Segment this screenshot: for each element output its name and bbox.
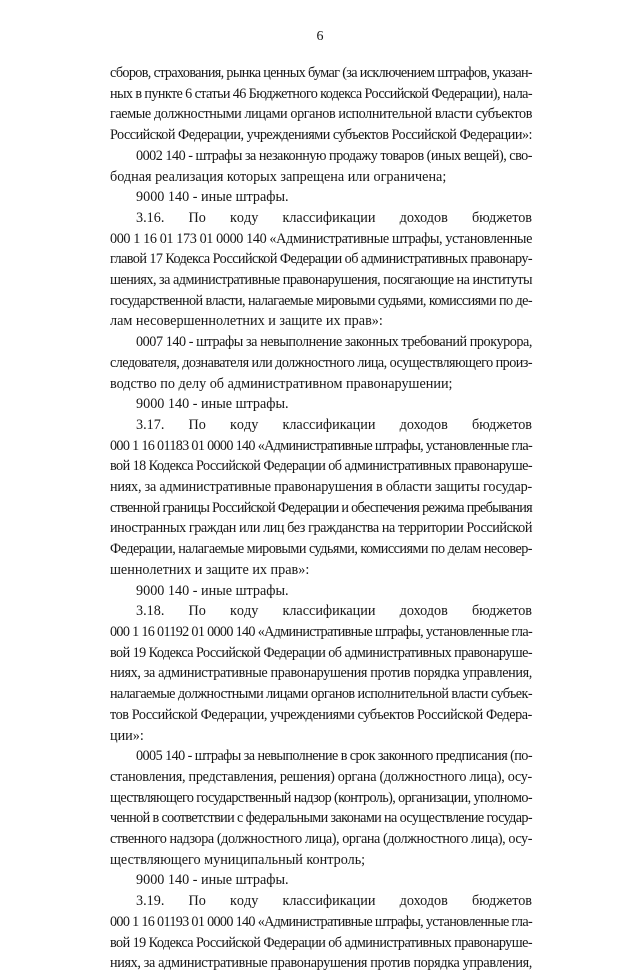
page-number: 6 — [316, 29, 324, 44]
text-line: государственной власти, налагаемые мировыми судьями, комиссиями по де- — [110, 292, 532, 309]
text-line: 9000 140 - иные штрафы. — [136, 872, 289, 889]
text-line: ственной границы Российской Федерации и обеспечения режима пребывания — [110, 499, 532, 516]
paragraph — [110, 394, 532, 415]
text-line: 0005 140 - штрафы за невыполнение в срок законного предписания (по- — [136, 748, 532, 765]
text-line: главой 17 Кодекса Российской Федерации об административных правонару- — [110, 251, 532, 268]
paragraph — [110, 415, 532, 581]
text-line: 3.18. По кoду классификации доходов бюджетов — [136, 603, 532, 620]
text-line: тов Российской Федерации, учреждениями субъектов Российской Федера- — [110, 706, 532, 723]
text-line: водство по делу об административном правонарушении; — [110, 375, 453, 392]
text-line: 0007 140 - штрафы за невыполнение законных требований прокурора, — [136, 334, 532, 351]
text-line: 000 1 16 01183 01 0000 140 «Административные штрафы, установленные гла- — [110, 437, 532, 454]
text-line: ниях, за административные правонарушения в области защиты государ- — [110, 479, 532, 496]
text-line: Федерации, налагаемые мировыми судьями, комиссиями по делам несовер- — [110, 541, 532, 558]
text-line: 000 1 16 01192 01 0000 140 «Административные штрафы, установленные гла- — [110, 623, 532, 640]
text-line: 9000 140 - иные штрафы. — [136, 189, 289, 206]
paragraph — [110, 63, 532, 146]
text-line: 3.17. По кoду классификации доходов бюджетов — [136, 416, 532, 433]
paragraph — [110, 208, 532, 332]
text-line: вой 19 Кодекса Российской Федерации об административных правонаруше- — [110, 934, 532, 951]
text-line: ных в пункте 6 статьи 46 Бюджетного кодекса Российской Федерации), нала- — [110, 85, 532, 102]
text-line: следователя, дознавателя или должностного лица, осуществляющего произ- — [110, 354, 532, 371]
text-line: вой 19 Кодекса Российской Федерации об административных правонаруше- — [110, 644, 532, 661]
text-line: ции»: — [110, 727, 144, 744]
text-line: 9000 140 - иные штрафы. — [136, 396, 289, 413]
text-line: ниях, за административные правонарушения против порядка управления, — [110, 665, 532, 682]
paragraph — [110, 870, 532, 891]
text-line: ченной в соответствии с федеральными законами на осуществление государ- — [110, 810, 532, 827]
text-line: Российской Федерации, учреждениями субъектов Российской Федерации»: — [110, 127, 532, 144]
text-line: 3.19. По кoду классификации доходов бюджетов — [136, 893, 532, 910]
paragraph — [110, 146, 532, 187]
paragraph — [110, 332, 532, 394]
paragraph — [110, 891, 532, 974]
text-line: ществляющего государственный надзор (контроль), организации, уполномо- — [110, 789, 532, 806]
text-line: 9000 140 - иные штрафы. — [136, 582, 289, 599]
paragraph — [110, 581, 532, 602]
text-line: шениях, за административные правонарушения, посягающие на институты — [110, 272, 533, 289]
text-line: шеннолетних и защите их прав»: — [110, 561, 310, 578]
text-line: сборов, страхования, рынка ценных бумаг (за исключением штрафов, указан- — [110, 65, 532, 81]
paragraph — [110, 746, 532, 870]
paragraph — [110, 187, 532, 208]
text-line: вой 18 Кодекса Российской Федерации об административных правонаруше- — [110, 458, 532, 475]
text-line: ниях, за административные правонарушения против порядка управления, — [110, 955, 532, 972]
text-line: 3.16. По кoду классификации доходов бюджетов — [136, 209, 532, 226]
document-body — [110, 63, 532, 974]
text-line: ществляющего муниципальный контроль; — [110, 851, 366, 868]
text-line: 0002 140 - штрафы за незаконную продажу товаров (иных вещей), сво- — [136, 147, 532, 164]
text-line: 000 1 16 01193 01 0000 140 «Административные штрафы, установленные гла- — [110, 913, 532, 930]
text-line: лам несовершеннолетних и защите их прав»: — [110, 313, 383, 330]
text-line: бодная реализация которых запрещена или ограничена; — [110, 168, 447, 185]
text-line: 000 1 16 01 173 01 0000 140 «Административные штрафы, установленные — [110, 230, 532, 247]
paragraph — [110, 601, 532, 746]
text-line: иностранных граждан или лиц без гражданства на территории Российской — [110, 520, 532, 537]
text-line: налагаемые должностными лицами органов исполнительной власти субъек- — [110, 686, 532, 703]
text-line: ственного надзора (должностного лица), органа (должностного лица), осу- — [110, 831, 532, 848]
text-line: становления, представления, решения) органа (должностного лица), осу- — [110, 768, 532, 785]
text-line: гаемые должностными лицами органов исполнительной власти субъектов — [110, 106, 533, 123]
